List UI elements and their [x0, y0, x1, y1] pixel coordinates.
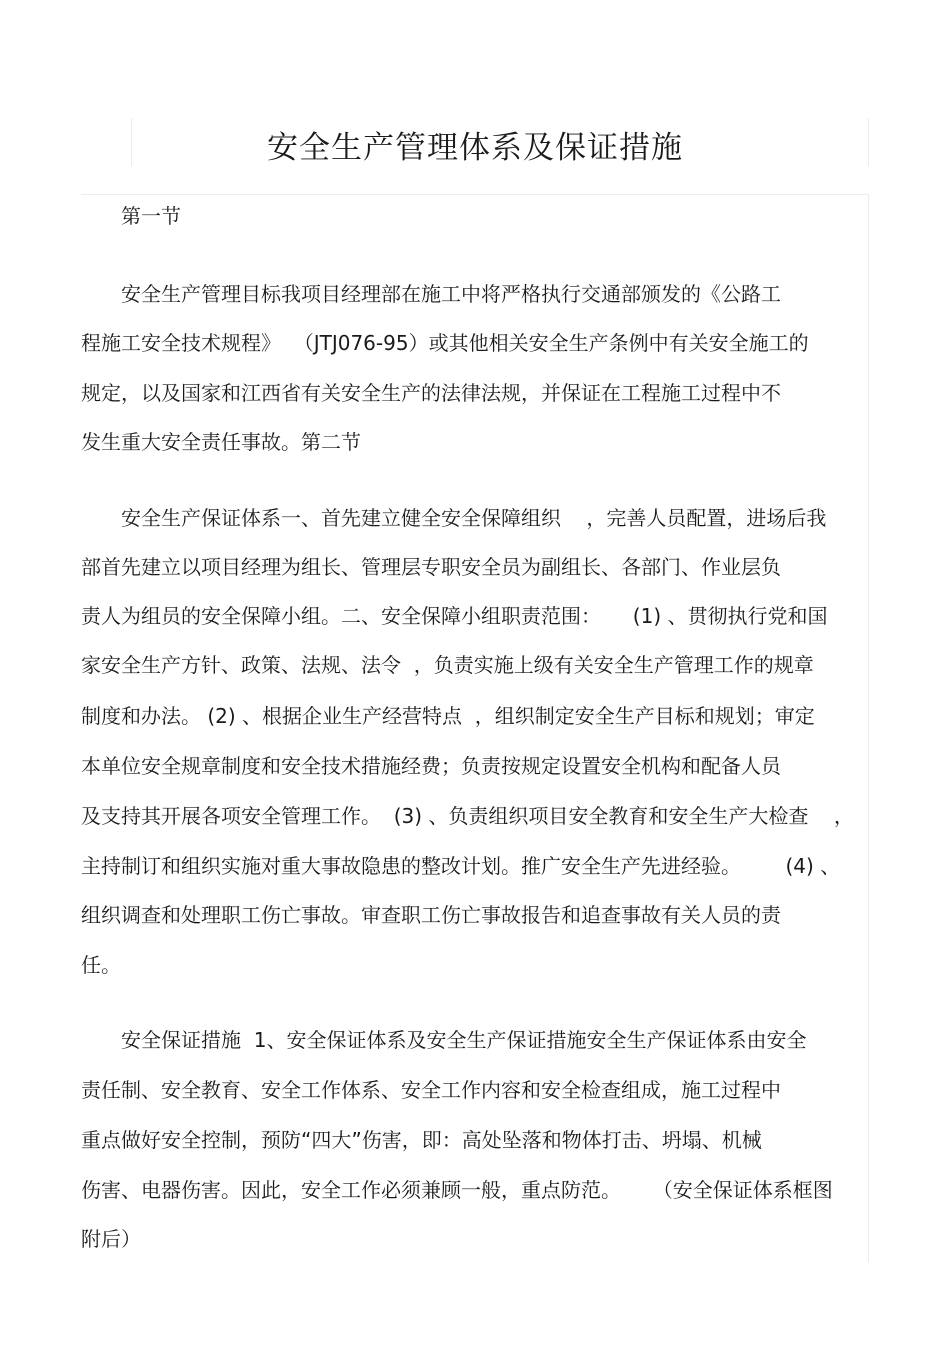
document-title: 安全生产管理体系及保证措施 — [267, 130, 683, 166]
paragraph-2-line: 主持制订和组织实施对重大事故隐患的整改计划。推广安全生产先进经验。 (4) 、 — [81, 854, 841, 878]
paragraph-2-line: 部首先建立以项目经理为组长、管理层专职安全员为副组长、各部门、作业层负 — [81, 555, 781, 579]
paragraph-2-line: 安全生产保证体系一、首先建立健全安全保障组织 ，完善人员配置，进场后我 — [121, 506, 827, 530]
paragraph-1-line: 发生重大安全责任事故。第二节 — [81, 430, 361, 454]
paragraph-3-line: 附后） — [81, 1227, 141, 1251]
paragraph-3-line: 责任制、安全教育、安全工作体系、安全工作内容和安全检查组成，施工过程中 — [81, 1078, 781, 1102]
paragraph-3-line: 重点做好安全控制，预防“四大”伤害，即：高处坠落和物体打击、坍塌、机械 — [81, 1128, 762, 1152]
paragraph-2-line: 组织调查和处理职工伤亡事故。审查职工伤亡事故报告和追查事故有关人员的责 — [81, 903, 781, 927]
paragraph-2-line: 任。 — [81, 953, 121, 977]
paragraph-3-line: 安全保证措施 1、安全保证体系及安全生产保证措施安全生产保证体系由安全 — [121, 1028, 807, 1052]
paragraph-2-line: 责人为组员的安全保障小组。二、安全保障小组职责范围： (1) 、贯彻执行党和国 — [81, 604, 828, 628]
paragraph-1-line: 安全生产管理目标我项目经理部在施工中将严格执行交通部颁发的《公路工 — [121, 282, 781, 306]
section-heading: 第一节 — [121, 204, 181, 228]
paragraph-1-line: 程施工安全技术规程》 （JTJ076-95）或其他相关安全生产条例中有关安全施工的 — [81, 331, 809, 355]
paragraph-1-line: 规定，以及国家和江西省有关安全生产的法律法规，并保证在工程施工过程中不 — [81, 381, 781, 405]
paragraph-2-line: 制度和办法。 (2) 、根据企业生产经营特点 ，组织制定安全生产目标和规划；审定 — [81, 704, 815, 728]
body-box-right-border — [868, 194, 869, 1262]
paragraph-2-line: 本单位安全规章制度和安全技术措施经费；负责按规定设置安全机构和配备人员 — [81, 754, 781, 778]
paragraph-2-line: 家安全生产方针、政策、法规、法令 ，负责实施上级有关安全生产管理工作的规章 — [81, 653, 814, 677]
paragraph-2-line: 及支持其开展各项安全管理工作。 (3) 、负责组织项目安全教育和安全生产大检查 ， — [81, 804, 854, 828]
body-box-top-border — [81, 194, 869, 195]
paragraph-3-line: 伤害、电器伤害。因此，安全工作必须兼顾一般，重点防范。 （安全保证体系框图 — [81, 1178, 833, 1202]
